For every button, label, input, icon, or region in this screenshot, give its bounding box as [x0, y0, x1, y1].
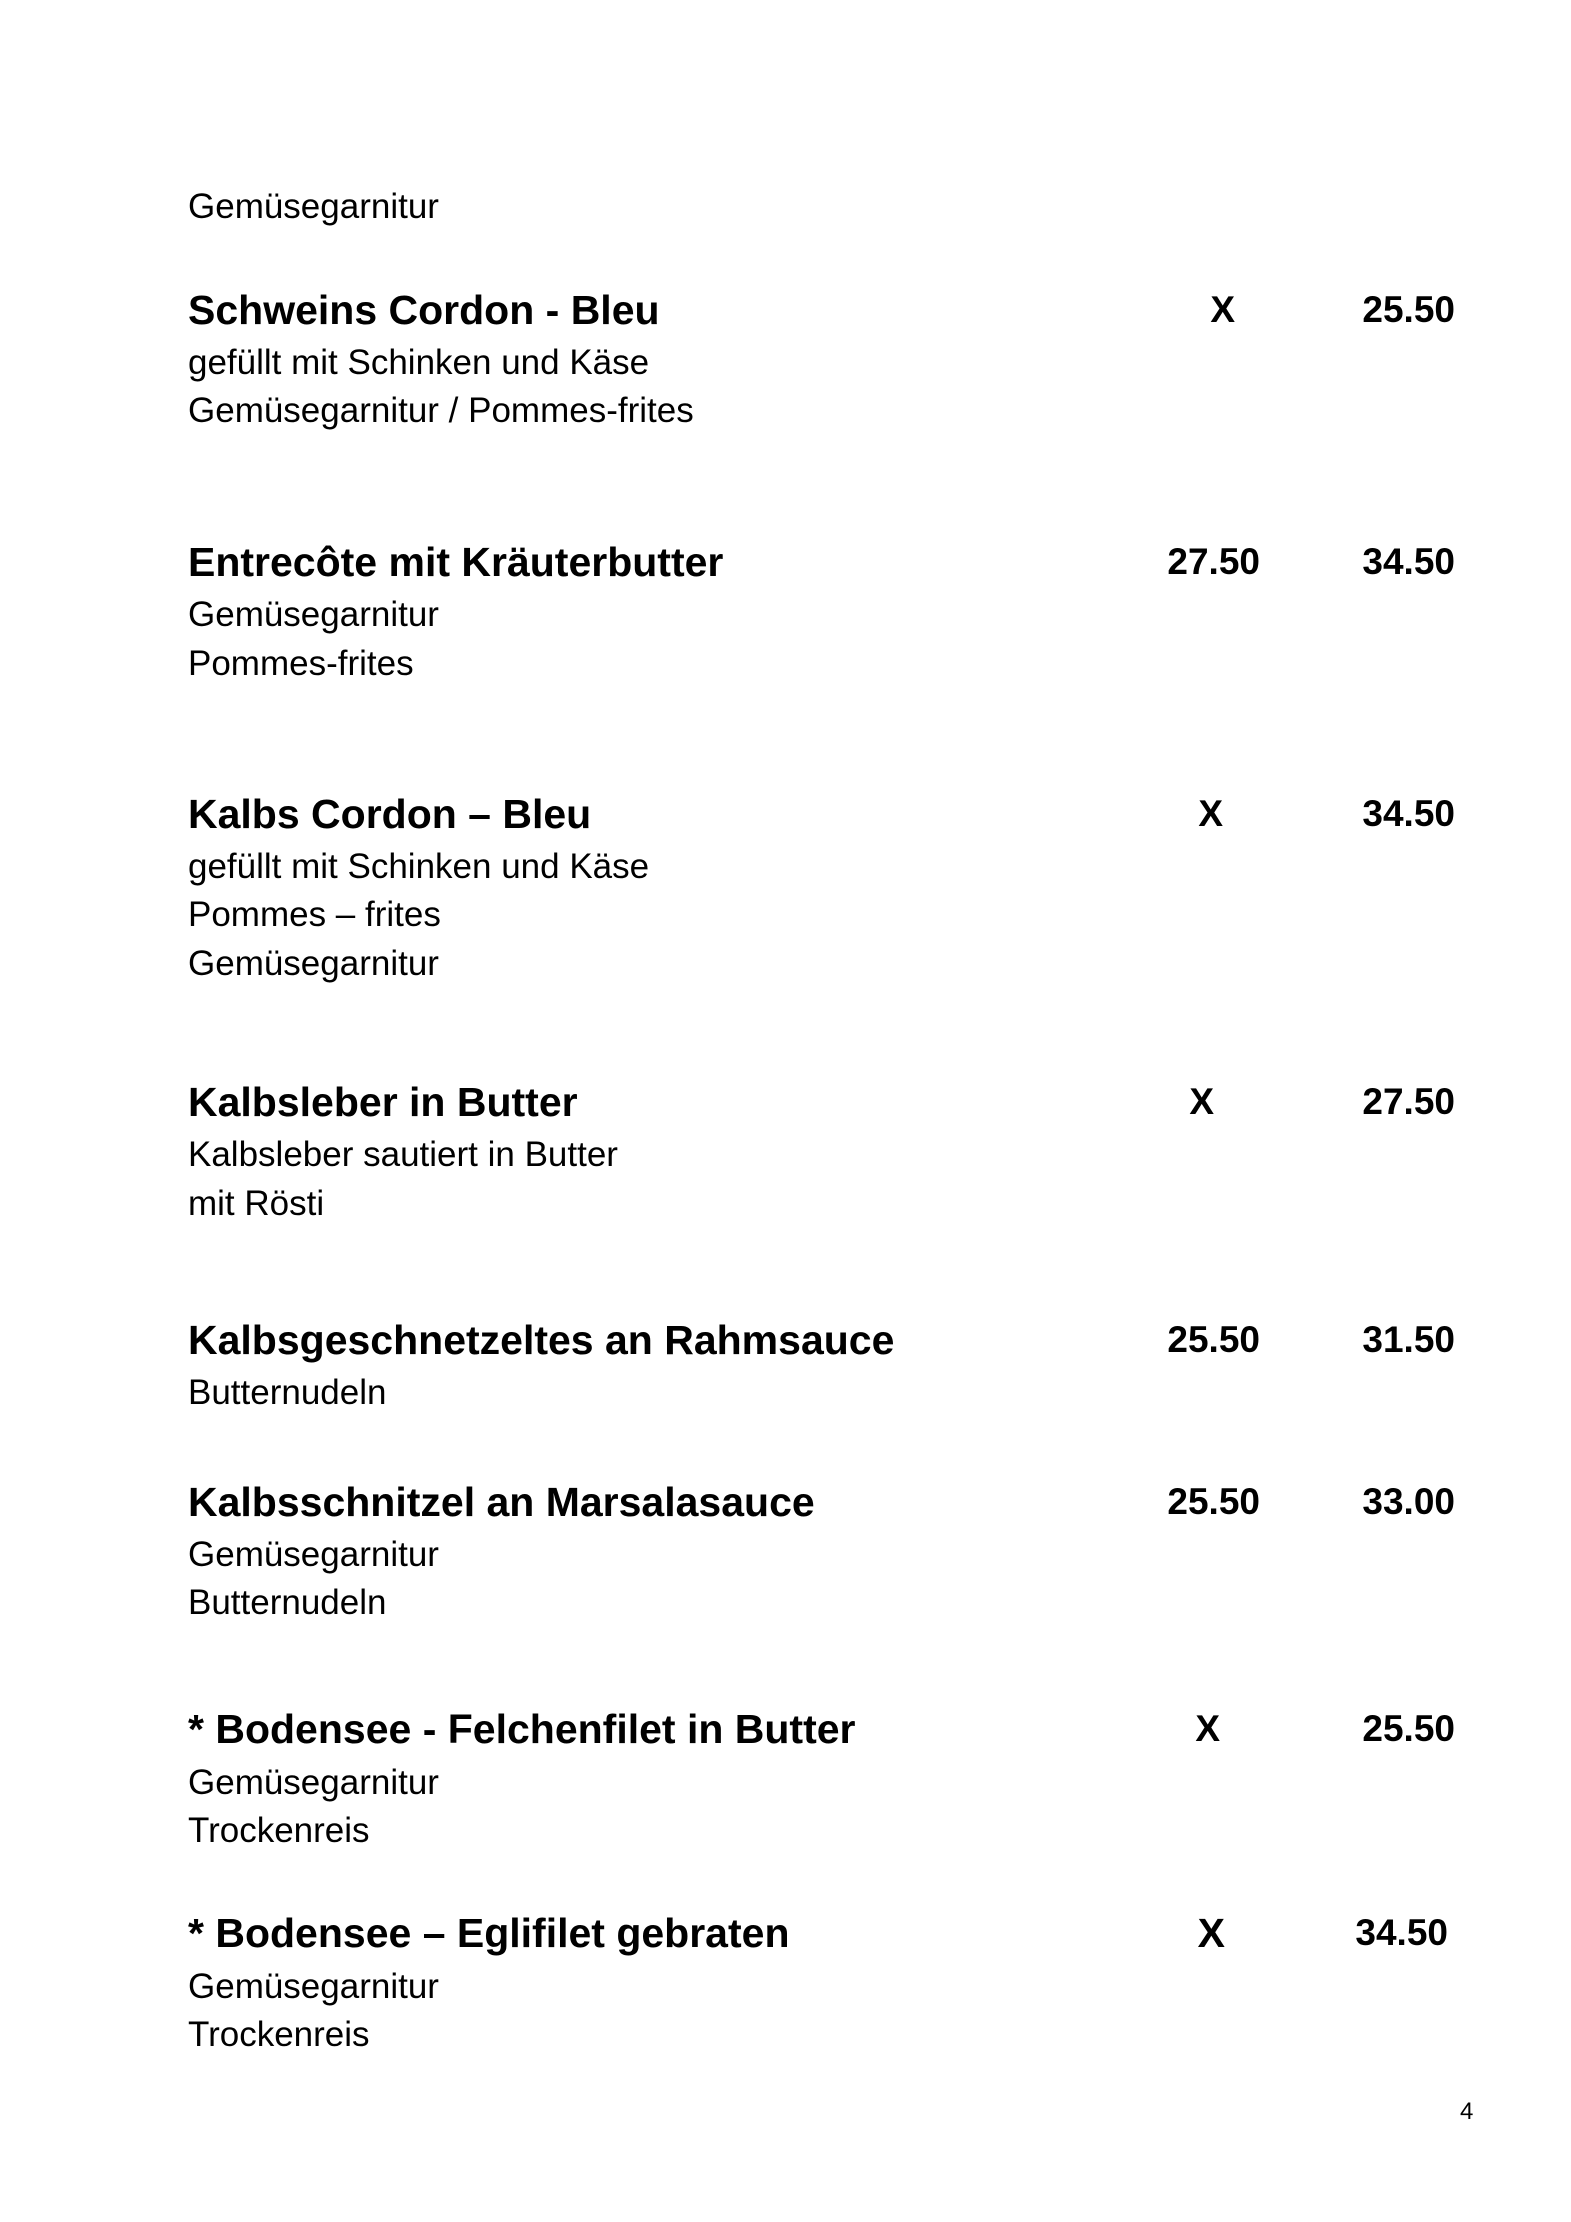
- item-detail: Gemüsegarnitur: [188, 595, 439, 634]
- item-detail: Pommes – frites: [188, 895, 441, 934]
- item-price-small: X: [1197, 1910, 1225, 1956]
- item-name: Schweins Cordon - Bleu: [188, 287, 660, 333]
- item-detail: Butternudeln: [188, 1583, 387, 1622]
- item-detail: Trockenreis: [188, 1811, 370, 1850]
- item-price-small: 27.50: [1167, 541, 1260, 582]
- item-price-large: 31.50: [1362, 1319, 1455, 1360]
- item-detail: gefüllt mit Schinken und Käse: [188, 847, 650, 886]
- item-detail: Pommes-frites: [188, 644, 414, 683]
- item-detail: Gemüsegarnitur / Pommes-frites: [188, 391, 694, 430]
- item-price-small: 25.50: [1167, 1319, 1260, 1360]
- top-line: Gemüsegarnitur: [188, 187, 439, 226]
- item-price-large: 34.50: [1362, 541, 1455, 582]
- item-price-small: X: [1210, 289, 1235, 330]
- item-price-small: 25.50: [1167, 1481, 1260, 1522]
- item-price-large: 34.50: [1355, 1912, 1448, 1953]
- item-price-small: X: [1189, 1081, 1214, 1122]
- item-name: * Bodensee – Eglifilet gebraten: [188, 1910, 790, 1956]
- item-detail: Butternudeln: [188, 1373, 387, 1412]
- item-detail: Kalbsleber sautiert in Butter: [188, 1135, 618, 1174]
- item-name: Kalbsleber in Butter: [188, 1079, 578, 1125]
- item-price-large: 27.50: [1362, 1081, 1455, 1122]
- item-detail: Trockenreis: [188, 2015, 370, 2054]
- item-price-large: 33.00: [1362, 1481, 1455, 1522]
- item-detail: gefüllt mit Schinken und Käse: [188, 343, 650, 382]
- item-detail: mit Rösti: [188, 1184, 325, 1223]
- item-name: Kalbs Cordon – Bleu: [188, 791, 592, 837]
- item-name: Kalbsschnitzel an Marsalasauce: [188, 1479, 815, 1525]
- item-price-large: 25.50: [1362, 289, 1455, 330]
- item-name: Entrecôte mit Kräuterbutter: [188, 539, 724, 585]
- item-price-small: X: [1195, 1708, 1220, 1749]
- item-name: * Bodensee - Felchenfilet in Butter: [188, 1706, 856, 1752]
- item-detail: Gemüsegarnitur: [188, 1967, 439, 2006]
- item-price-small: X: [1198, 793, 1223, 834]
- item-detail: Gemüsegarnitur: [188, 944, 439, 983]
- item-name: Kalbsgeschnetzeltes an Rahmsauce: [188, 1317, 895, 1363]
- item-detail: Gemüsegarnitur: [188, 1535, 439, 1574]
- page-number: 4: [1460, 2098, 1474, 2125]
- item-price-large: 25.50: [1362, 1708, 1455, 1749]
- item-price-large: 34.50: [1362, 793, 1455, 834]
- item-detail: Gemüsegarnitur: [188, 1763, 439, 1802]
